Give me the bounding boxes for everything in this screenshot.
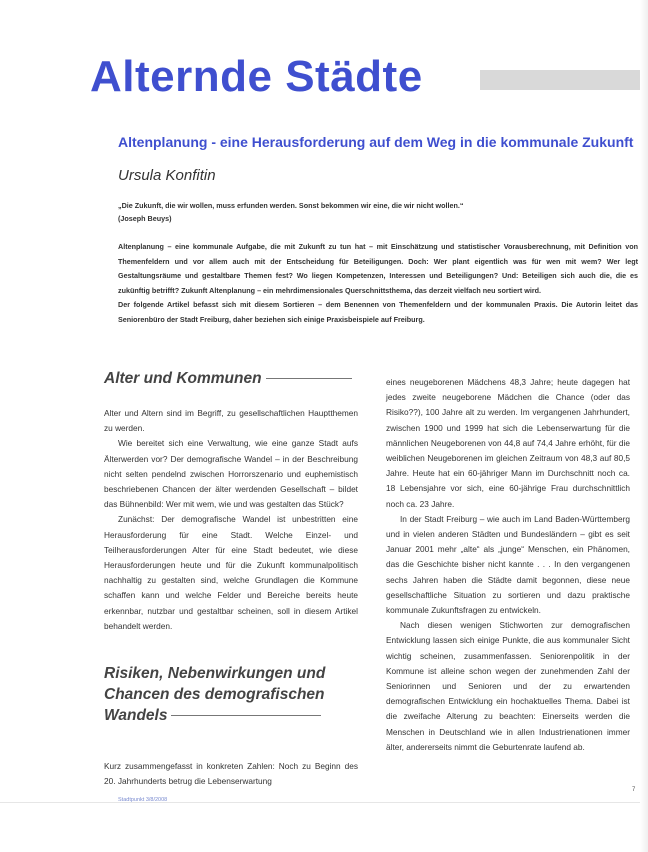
epigraph-source: (Joseph Beuys) <box>118 214 172 223</box>
page-number: 7 <box>632 787 636 793</box>
right-column <box>386 375 630 755</box>
heading-rule <box>266 378 352 379</box>
article-author: Ursula Konfitin <box>118 167 216 184</box>
heading-text: Risiken, Nebenwirkungen und Chancen des demografischen Wandels <box>104 665 326 725</box>
page-edge-shadow <box>640 0 648 852</box>
body-paragraph: Kurz zusammengefasst in konkreten Zahlen: Noch zu Beginn des 20. Jahrhunderts betrug die Lebenserwartung <box>104 761 358 787</box>
footer-divider <box>0 802 648 803</box>
body-paragraph: Wie bereitet sich eine Verwaltung, wie eine ganze Stadt aufs Älterwerden vor? Der demografische Wandel – in der Beschreibung nicht selten pendelnd zwischen Horrorszenario und euphemistisch beschriebenen Chancen der älter werdenden Gesellschaft – bildet das Bühnenbild: Wer mit wem, wie und was gestalten das Stück? <box>104 438 358 510</box>
body-paragraph: Zunächst: Der demografische Wandel ist unbestritten eine Herausforderung für eine Stadt. Welche Einzel- und Teilherausforderungen Alter für eine Stadt bedeutet, wie diese Herausforderungen heute und für die Zukunft kommunalpolitisch nachhaltig zu gestalten sind, welche Grundlagen die Kommune schaffen kann und welche Felder und Bereiche bereits heute erkennbar, nutzbar und gestaltbar scheinen, soll in diesem Artikel behandelt werden. <box>104 514 358 631</box>
body-paragraph: Nach diesen wenigen Stichworten zur demografischen Entwicklung lassen sich einige Punkte, die aus kommunaler Sicht wichtig scheinen, zusammenfassen. Seniorenpolitik in der Kommune ist alleine schon wegen der zunehmenden Zahl der Seniorinnen und Senioren und der zu erwartenden demografischen Entwicklung ein hochaktuelles Thema. Dabei ist die zweifache Alterung zu beachten: Einerseits werden die Menschen in Deutschland wie in allen Industrienationen immer älter, andererseits nimmt die Geburtenrate laufend ab. <box>386 620 630 752</box>
intro-paragraph: Altenplanung – eine kommunale Aufgabe, die mit Zukunft zu tun hat – mit Einschätzung und statistischer Vorausberechnung, mit Definition von Themenfeldern und vor allem auch mit der Entscheidung für Beteiligungen. Doch: Wer plant eigentlich was für wen mit wem? Wer legt Gestaltungsräume und gestaltbare Themen fest? Wo liegen Kompetenzen, Interessen und Beteiligungen? Und: Beteiligen sich auch die, die es zukünftig betrifft? Zukunft Altenplanung – ein mehrdimensionales Querschnittsthema, das derzeit vielfach neu sortiert wird. <box>118 242 638 295</box>
epigraph <box>118 199 638 225</box>
article-subtitle: Altenplanung - eine Herausforderung auf dem Weg in die kommunale Zukunft <box>118 134 634 150</box>
section-heading-alter-und-kommunen <box>104 368 358 389</box>
body-paragraph: In der Stadt Freiburg – wie auch im Land Baden-Württemberg und in vielen anderen Städten und Bundesländern – gibt es seit Januar 2001 mehr „alte“ als „junge“ Menschen, ein Phänomen, das die Geschichte bisher nicht kannte . . . In den vergangenen sechs Jahren haben die Städte damit begonnen, diese neue gesellschaftliche Situation zu sortieren und dazu praktische kommunale Zukunftsfragen zu entwickeln. <box>386 513 630 616</box>
left-column <box>104 368 358 789</box>
body-paragraph: Alter und Altern sind im Begriff, zu gesellschaftlichen Hauptthemen zu werden. <box>104 408 358 434</box>
intro-paragraph: Der folgende Artikel befasst sich mit diesem Sortieren – dem Benennen von Themenfeldern und der kommunalen Praxis. Die Autorin leitet das Seniorenbüro der Stadt Freiburg, daher beziehen sich einige Praxisbeispiele auf Freiburg. <box>118 300 638 324</box>
article-intro <box>118 240 638 327</box>
footer-publication: Stadtpunkt 3/8/2008 <box>118 797 168 803</box>
section-heading-risiken <box>104 663 358 726</box>
banner-title: Alternde Städte <box>90 52 423 101</box>
heading-rule <box>171 715 321 716</box>
body-paragraph: eines neugeborenen Mädchens 48,3 Jahre; heute dagegen hat jedes zweite neugeborene Mädchen die Chance (oder das Risiko??), 100 Jahre alt zu werden. Im vergangenen Jahrhundert, zwischen 1900 und 1999 hat sich die Lebenserwartung für die männlichen Neugeborenen von 44,8 auf 74,4 Jahre erhöht, für die weiblichen Neugeborenen im gleichen Zeitraum von 48,3 auf 80,5 Jahre. Heute hat ein 60-jähriger Mann im Durchschnitt noch ca. 18 Lebensjahre vor sich, eine 60-jährige Frau durchschnittlich noch ca. 23 Jahre. <box>386 377 630 509</box>
epigraph-text: „Die Zukunft, die wir wollen, muss erfunden werden. Sonst bekommen wir eine, die wir nicht wollen.“ <box>118 201 464 210</box>
heading-text: Alter und Kommunen <box>104 370 262 387</box>
banner-bar <box>480 70 648 90</box>
